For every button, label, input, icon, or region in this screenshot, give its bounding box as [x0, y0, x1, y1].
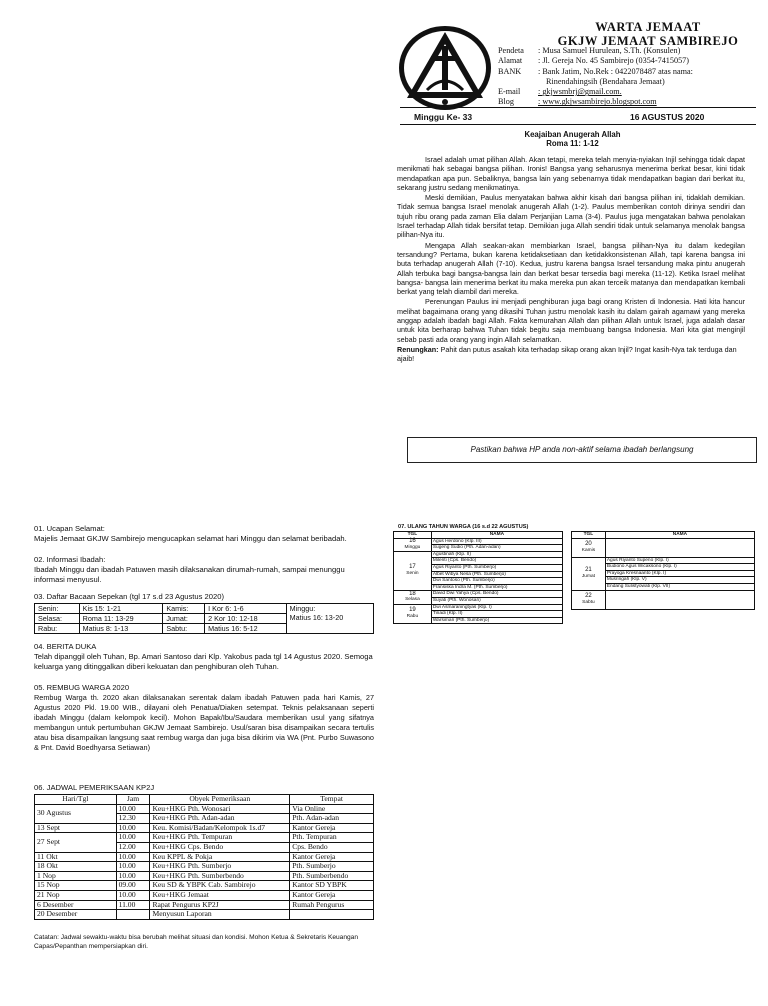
table-cell-place	[290, 910, 374, 920]
devotion-paragraph: Mengapa Allah seakan-akan membiarkan Israel, bangsa pilihan-Nya itu dalam kedegilan tersandung? Pertama, bukan karena ketidaksetiaan dan ketidakkonsistenan Allah, tapi karena bangsa ini buta terhadap anugerah Allah (7-10). Kedua, justru karena bangsa Israel tersandung maka pintu anugerah Allah terbuka bagi bangsa-bangsa lain dan berkat besar tersedia bagi mereka (11-12). Ketika Israel melihat bangsa- bangsa lain menerima berkat itu maka mereka pun akan terceik matanya dan mendapatkan kembali berkat yang telah diambil dari mereka.	[397, 240, 745, 297]
masthead-rule	[400, 107, 756, 108]
readings-table	[34, 603, 374, 634]
table-row: Senin: Kis 15: 1-21 Kamis: I Kor 6: 1-6 Minggu: Matius 16: 13-20	[35, 604, 374, 614]
section-kp2j	[34, 783, 374, 793]
table-row	[394, 551, 563, 558]
table-cell-time: 12.30	[116, 814, 150, 824]
table-cell-object: Keu KPPL & Pokja	[150, 852, 290, 862]
birthday-date: 21 Jumat	[572, 557, 606, 590]
devotion-reflection: Renungkan: Pahit dan putus asakah kita terhadap sikap orang akan Injil? Ingat kasih-Nya tak terduga dan ajaib!	[397, 345, 737, 364]
table-header-row: TGL NAMA	[394, 532, 563, 539]
table-cell-time: 10.00	[116, 852, 150, 862]
birthday-name: Tinadi (Klp. II)	[431, 611, 562, 618]
table-cell-date: 6 Desember	[35, 900, 117, 910]
table-row	[572, 538, 755, 557]
birthday-name	[605, 590, 754, 609]
birthday-name: Agus Riyanto Supeno (Klp. I)	[605, 557, 754, 564]
birthday-name: Musringah (Klp. V)	[605, 577, 754, 584]
table-cell-place: Pth. Sumberjo	[290, 862, 374, 872]
masthead-subtitle: GKJW JEMAAT SAMBIREJO	[557, 34, 739, 48]
table-cell-date: 21 Nop	[35, 890, 117, 900]
birthday-name: Warsiman (Pth. Sumberjo)	[431, 617, 562, 624]
birthday-date: 18 Selasa	[394, 591, 432, 604]
schedule-note: Catatan: Jadwal sewaktu-waktu bisa berubah melihat situasi dan kondisi. Mohon Ketua & Sekretaris Keuangan Capas/Pepanthan mempersiapkan diri.	[34, 934, 359, 950]
section-worship-info	[34, 555, 374, 585]
table-row: Selasa: Roma 11: 13-29 Jumat: 2 Kor 10: 12-18	[35, 614, 374, 624]
table-cell-time: 10.00	[116, 833, 150, 843]
kp2j-schedule-table	[34, 794, 374, 920]
table-cell-object: Keu+HKG Cps. Bendo	[150, 842, 290, 852]
table-cell-place: Pth. Adan-adan	[290, 814, 374, 824]
table-cell-time: 10.00	[116, 804, 150, 814]
phone-notice-box: Pastikan bahwa HP anda non-aktif selama ibadah berlangsung	[407, 437, 757, 463]
birthday-name: Fransiska Indra M. (Pth. Sumberjo)	[431, 584, 562, 591]
section-obituary	[34, 642, 374, 672]
table-header-row: TGL NAMA	[572, 532, 755, 539]
table-cell-time: 10.00	[116, 823, 150, 833]
masthead-info: Pendeta : Musa Samuel Hurulean, S.Th. (Konsulen) Alamat : Jl. Gereja No. 45 Sambirejo (0354-7415057) BANK : Bank Jatim, No.Rek : 0422078487 atas nama: Rinendahingsih (Bendahara Jemaat) E-mail : gkjwsmbrj@gmail.com. Blog : www.gkjwsambirejo.blogspot.com	[498, 46, 693, 107]
birthday-name: Milenti (Cps. Bendo)	[431, 558, 562, 565]
section-text: Majelis Jemaat GKJW Sambirejo mengucapkan selamat hari Minggu dan selamat beribadah.	[34, 534, 347, 543]
section-text: Ibadah Minggu dan ibadah Patuwen masih dilaksanakan dirumah-rumah, sampai menunggu informasi menyusul.	[34, 565, 345, 584]
table-cell-time: 11.00	[116, 900, 150, 910]
table-cell-place: Kantor Gereja	[290, 890, 374, 900]
table-row	[35, 890, 374, 900]
section-title: 02. Informasi Ibadah:	[34, 555, 106, 564]
birthday-name: Endang Sulistyowati (Klp. VII)	[605, 583, 754, 590]
birthday-date: 20 Kamis	[572, 538, 606, 557]
devotion-reference: Roma 11: 1-12	[546, 139, 599, 148]
table-cell-date: 27 Sept	[35, 833, 117, 852]
section-text: Rembug Warga th. 2020 akan dilaksanakan serentak dalam ibadah Patuwen pada hari Kamis, 27 Agustus 2020 Pkl. 19.00 WIB., dilayani oleh Penatua/Diaken setempat. Teknis pelaksanaan seperti ibadah Minggu (dalam kelompok kecil). Mohon Bapak/Ibu/Saudara memberikan usul yang sifatnya membangun untuk pertumbuhan GKJW Jemaat Sambirejo. Usul/saran bisa disampaikan secara tertulis atau bisa disampaikan langsung saat rembug warga dan juga bisa dikirim via WA (Pnt. Purbo Suwasono & Pnt. David Boedhyarsa Setiawan)	[34, 693, 374, 752]
church-logo	[397, 22, 493, 112]
table-row	[572, 557, 755, 564]
table-cell-date: 15 Nop	[35, 881, 117, 891]
birthday-name: Suyati (Pth. Wonosari)	[431, 597, 562, 604]
table-cell-object: Keu+HKG Pth. Sumberjo	[150, 862, 290, 872]
table-cell-place: Kantor Gereja	[290, 852, 374, 862]
table-row	[35, 862, 374, 872]
table-cell-time: 10.00	[116, 862, 150, 872]
table-cell-time: 10.00	[116, 871, 150, 881]
table-cell-place: Via Online	[290, 804, 374, 814]
table-cell-place: Pth. Sumberbendo	[290, 871, 374, 881]
birthday-name	[605, 538, 754, 557]
table-cell-date: 13 Sept	[35, 823, 117, 833]
birthday-name: Budiono Agus Wicaksono (Klp. I)	[605, 564, 754, 571]
birthday-name: Agustinah (Klp. II)	[431, 551, 562, 558]
table-row	[394, 538, 563, 545]
birthday-name: David Dwi Yahya (Cps. Bendo)	[431, 591, 562, 598]
table-cell-time	[116, 910, 150, 920]
section-rembug	[34, 683, 374, 752]
table-row	[394, 591, 563, 598]
table-cell-object: Keu+HKG Jemaat	[150, 890, 290, 900]
table-cell-date: 18 Okt	[35, 862, 117, 872]
birthday-name: Albet Wibya Nesa (Pth. Sumberjo)	[431, 571, 562, 578]
table-row	[35, 881, 374, 891]
section-readings	[34, 592, 374, 602]
birthday-date: 17 Senin	[394, 551, 432, 591]
birthday-name: Agus Herdono (Klp. III)	[431, 538, 562, 545]
section-title: 03. Daftar Bacaan Sepekan (tgl 17 s.d 23 Agustus 2020)	[34, 592, 224, 601]
section-title: 05. REMBUG WARGA 2020	[34, 683, 130, 692]
table-cell-date: 30 Agustus	[35, 804, 117, 823]
table-cell-date: 11 Okt	[35, 852, 117, 862]
table-cell-time: 12.00	[116, 842, 150, 852]
table-row	[394, 604, 563, 611]
devotion-paragraph: Israel adalah umat pilihan Allah. Akan tetapi, mereka telah menyia-nyiakan Injil sehingga tidak dapat menikmati hak sebagai bangsa pilihan. Ironis! Bangsa yang seharusnya menerima berkat besar, kini tidak mendapatkan apa pun. Sebaliknya, bangsa lain yang sebenarnya tidak mendapatkan bagian dari berkat itu, sekarang justru sedang menikmatinya.	[397, 155, 745, 192]
birthday-date: 19 Rabu	[394, 604, 432, 624]
table-row	[572, 590, 755, 609]
table-cell-date: 20 Desember	[35, 910, 117, 920]
table-cell-object: Keu+HKG Pth. Sumberbendo	[150, 871, 290, 881]
birthday-name: Sugeng Sudio (Pth. Adan-adan)	[431, 545, 562, 552]
birthday-date: 16 Minggu	[394, 538, 432, 551]
table-cell-place: Pth. Tempuran	[290, 833, 374, 843]
table-cell-date: 1 Nop	[35, 871, 117, 881]
table-cell-place: Kantor SD YBPK	[290, 881, 374, 891]
table-cell-time: 09.00	[116, 881, 150, 891]
section-title: 04. BERITA DUKA	[34, 642, 97, 651]
issue-date: 16 AGUSTUS 2020	[630, 112, 705, 122]
table-cell-time: 10.00	[116, 890, 150, 900]
section-title: 06. JADWAL PEMERIKSAAN KP2J	[34, 783, 155, 792]
birthday-title: 07. ULANG TAHUN WARGA (16 s.d 22 AGUSTUS)	[398, 524, 529, 530]
birthday-date: 22 Sabtu	[572, 590, 606, 609]
birthday-name: Prayoga Kresnaanto (Klp. I)	[605, 570, 754, 577]
table-row	[35, 910, 374, 920]
birthday-table-left	[393, 531, 563, 624]
masthead-title: WARTA JEMAAT	[595, 20, 701, 34]
table-cell-object: Keu+HKG Pth. Adan-adan	[150, 814, 290, 824]
devotion-paragraph: Perenungan Paulus ini menjadi penghiburan juga bagi orang Kristen di Indonesia. Hati kita hancur melihat bagaimana orang yang dikasihi Tuhan justru menolak kasih itu dalam gairah agamawi yang mereka anggap adalah ibadah bagi Allah. Fakta kemurahan Allah dan pilihan Allah untuk Israel, juga adalah dasar untuk kita berharap bahwa Tuhan tidak begitu saja membuang bangsa Indonesia. Mari kita giat menginjil sebab pasti ada orang yang ingin Allah selamatkan.	[397, 297, 745, 344]
birthday-name: Dwi Asmaraningtyas (Klp. I)	[431, 604, 562, 611]
birthday-name: Agus Riyanto (Pth. Sumberjo)	[431, 564, 562, 571]
date-rule	[400, 124, 756, 125]
table-row: Rabu: Matius 8: 1-13 Sabtu: Matius 16: 5-12	[35, 624, 374, 634]
table-cell-object: Keu+HKG Pth. Tempuran	[150, 833, 290, 843]
table-cell-place: Cps. Bendo	[290, 842, 374, 852]
table-cell-object: Keu+HKG Pth. Wonosari	[150, 804, 290, 814]
table-cell-place: Rumah Pengurus	[290, 900, 374, 910]
table-cell-object: Rapat Pengurus KP2J	[150, 900, 290, 910]
table-cell-place: Kantor Gereja	[290, 823, 374, 833]
birthday-table-right	[571, 531, 755, 610]
birthday-name: Dwi Santoso (Pth. Sumberjo)	[431, 578, 562, 585]
table-cell-object: Menyusun Laporan	[150, 910, 290, 920]
week-number: Minggu Ke- 33	[414, 112, 473, 122]
section-greeting	[34, 524, 374, 544]
devotion-paragraph: Meski demikian, Paulus menyatakan bahwa akhir kisah dari bangsa pilihan ini, tidaklah demikian. Tidak semua bangsa Israel menolak anugerah Allah (1-2). Paulus memberikan contoh dirinya sendiri dan tujuh ribu orang pada zaman Elia dalam Perjanjian Lama (3-4). Paulus juga mengatakan bahwa penolakan Israel terhadap Allah tidak bersifat tetap. Demikian juga Allah sendiri tidak untuk selamanya menolak bangsa pilihan-Nya itu.	[397, 193, 745, 240]
table-cell-object: Keu SD & YBPK Cab. Sambirejo	[150, 881, 290, 891]
section-text: Telah dipanggil oleh Tuhan, Bp. Amari Santoso dari Klp. Yakobus pada tgl 14 Agustus 2020. Semoga keluarga yang ditinggalkan diberi kekuatan dan penghiburan oleh Tuhan.	[34, 652, 373, 671]
table-header-row: Hari/Tgl Jam Obyek Pemeriksaan Tempat	[35, 795, 374, 805]
devotion-body	[397, 155, 745, 345]
devotion-title: Keajaiban Anugerah Allah	[524, 130, 621, 139]
section-title: 01. Ucapan Selamat:	[34, 524, 105, 533]
table-cell-object: Keu. Komisi/Badan/Kelompok 1s.d7	[150, 823, 290, 833]
